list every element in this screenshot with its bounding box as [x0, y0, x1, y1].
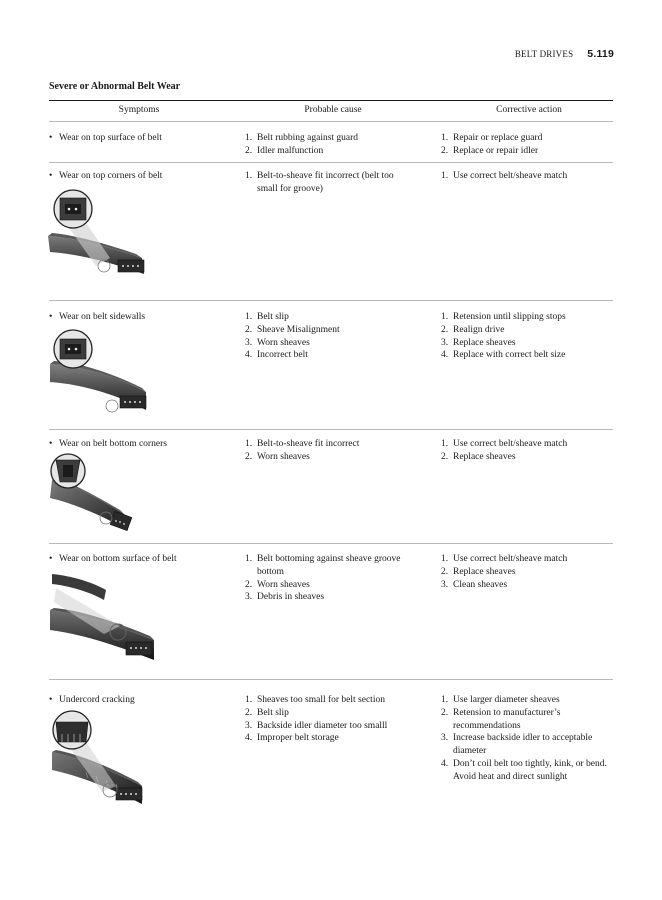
symptom-label: Wear on belt sidewalls: [59, 312, 146, 322]
list-text: Don’t coil belt too tightly, kink, or bend. Avoid heat and direct sunlight: [453, 758, 607, 782]
list-number: 4.: [245, 350, 253, 361]
list-number: 1.: [245, 133, 253, 143]
row-divider: [49, 679, 613, 680]
list-item: [245, 170, 395, 196]
list-text: Use correct belt/sheave match: [453, 439, 568, 449]
list-number: 2.: [245, 579, 253, 590]
list-text: Belt slip: [257, 707, 289, 718]
list-number: 4.: [441, 758, 449, 769]
bullet: •: [49, 312, 53, 322]
list-text: Sheaves too small for belt section: [257, 695, 385, 705]
list-text: Use larger diameter sheaves: [453, 695, 560, 705]
list-text: Retension to manufacturer’s recommendations: [453, 707, 561, 731]
list-item: [441, 579, 617, 592]
list-item: [441, 145, 617, 158]
list-text: Use correct belt/sheave match: [453, 554, 568, 564]
list-number: 2.: [441, 566, 449, 577]
symptom-label: Undercord cracking: [59, 695, 135, 705]
list-item: [441, 438, 617, 451]
list-number: 2.: [245, 451, 253, 462]
cause-list: [245, 170, 395, 196]
list-text: Belt-to-sheave fit incorrect (belt too small for groove): [257, 171, 394, 194]
table-top-rule: [49, 100, 613, 101]
row-divider: [49, 429, 613, 430]
list-number: 1.: [245, 439, 253, 449]
list-number: 3.: [245, 720, 253, 731]
column-header-cause: Probable cause: [304, 105, 362, 115]
list-item: [441, 707, 613, 733]
row-divider: [49, 543, 613, 544]
list-item: [441, 553, 617, 566]
list-item: [245, 438, 425, 451]
list-number: 1.: [245, 554, 253, 564]
table-row-symptom: [49, 694, 229, 707]
symptom-label: Wear on bottom surface of belt: [59, 554, 177, 564]
list-item: [245, 707, 425, 720]
list-item: [441, 132, 617, 145]
list-text: Belt-to-sheave fit incorrect: [257, 439, 360, 449]
list-item: [245, 324, 425, 337]
action-list: [441, 311, 617, 362]
list-item: [245, 311, 425, 324]
belt-sidewall-wear-illustration: [46, 328, 156, 420]
column-header-symptoms: Symptoms: [118, 105, 160, 115]
list-item: [441, 311, 617, 324]
list-number: 1.: [245, 171, 253, 181]
list-item: [245, 451, 425, 464]
symptom-label: Wear on top corners of belt: [59, 171, 163, 181]
list-number: 1.: [441, 133, 449, 143]
table-row-symptom: [49, 170, 229, 183]
bullet: •: [49, 695, 53, 705]
list-item: [441, 324, 617, 337]
section-title: Severe or Abnormal Belt Wear: [49, 81, 181, 92]
running-head-section: BELT DRIVES: [514, 49, 574, 59]
list-item: [245, 591, 405, 604]
list-item: [245, 694, 425, 707]
list-item: [441, 349, 617, 362]
list-text: Clean sheaves: [453, 579, 508, 590]
list-number: 2.: [245, 145, 253, 156]
list-text: Replace with correct belt size: [453, 350, 566, 361]
cause-list: [245, 553, 405, 604]
list-text: Worn sheaves: [257, 451, 310, 462]
list-text: Debris in sheaves: [257, 592, 325, 603]
list-item: [245, 145, 425, 158]
row-divider: [49, 300, 613, 301]
belt-top-corner-wear-illustration: [46, 188, 156, 283]
list-number: 3.: [441, 337, 449, 348]
header-divider: [49, 121, 613, 122]
list-number: 1.: [245, 695, 253, 705]
bullet: •: [49, 171, 53, 181]
table-row-symptom: [49, 311, 229, 324]
cause-list: [245, 311, 425, 362]
list-text: Idler malfunction: [257, 145, 324, 156]
list-number: 4.: [245, 733, 253, 744]
list-text: Belt bottoming against sheave groove bottom: [257, 554, 401, 577]
list-text: Worn sheaves: [257, 337, 310, 348]
list-item: [441, 337, 617, 350]
list-item: [245, 132, 425, 145]
list-text: Worn sheaves: [257, 579, 310, 590]
list-text: Replace sheaves: [453, 451, 516, 462]
list-item: [245, 349, 425, 362]
belt-bottom-surface-wear-illustration: [46, 568, 161, 664]
list-number: 3.: [441, 579, 449, 590]
list-text: Improper belt storage: [257, 733, 339, 744]
list-item: [441, 758, 613, 784]
list-number: 1.: [441, 171, 449, 181]
running-head: [515, 48, 614, 60]
list-number: 3.: [441, 733, 449, 744]
list-item: [441, 694, 613, 707]
page-number: 5.119: [587, 48, 614, 60]
column-header-action: Corrective action: [496, 105, 562, 115]
table-row-symptom: [49, 553, 229, 566]
list-item: [245, 720, 425, 733]
list-text: Backside idler diameter too smalll: [257, 720, 388, 731]
list-number: 1.: [245, 312, 253, 322]
bullet: •: [49, 133, 53, 143]
list-number: 3.: [245, 337, 253, 348]
action-list: [441, 170, 617, 183]
symptom-label: Wear on belt bottom corners: [59, 439, 167, 449]
row-divider: [49, 162, 613, 163]
list-number: 2.: [441, 324, 449, 335]
symptom-label: Wear on top surface of belt: [59, 133, 162, 143]
list-number: 2.: [245, 707, 253, 718]
list-number: 1.: [441, 695, 449, 705]
list-item: [245, 732, 425, 745]
list-number: 3.: [245, 592, 253, 603]
list-number: 4.: [441, 350, 449, 361]
list-text: Replace sheaves: [453, 566, 516, 577]
list-item: [441, 451, 617, 464]
list-item: [441, 566, 617, 579]
list-text: Replace or repair idler: [453, 145, 539, 156]
list-number: 1.: [441, 554, 449, 564]
list-item: [245, 553, 405, 579]
list-text: Sheave Misalignment: [257, 324, 340, 335]
table-row-symptom: [49, 438, 229, 451]
cause-list: [245, 132, 425, 158]
bullet: •: [49, 439, 53, 449]
action-list: [441, 694, 613, 784]
action-list: [441, 438, 617, 464]
list-text: Increase backside idler to acceptable diameter: [453, 733, 593, 757]
list-text: Replace sheaves: [453, 337, 516, 348]
list-text: Retension until slipping stops: [453, 312, 566, 322]
list-text: Realign drive: [453, 324, 505, 335]
table-row-symptom: [49, 132, 229, 145]
cause-list: [245, 438, 425, 464]
list-item: [441, 170, 617, 183]
list-number: 2.: [441, 145, 449, 156]
list-item: [441, 732, 613, 758]
list-text: Incorrect belt: [257, 350, 308, 361]
list-number: 2.: [245, 324, 253, 335]
list-item: [245, 579, 405, 592]
cause-list: [245, 694, 425, 745]
list-text: Use correct belt/sheave match: [453, 171, 568, 181]
list-number: 1.: [441, 312, 449, 322]
list-number: 2.: [441, 707, 449, 718]
list-number: 1.: [441, 439, 449, 449]
action-list: [441, 132, 617, 158]
list-text: Belt slip: [257, 312, 289, 322]
list-text: Repair or replace guard: [453, 133, 543, 143]
belt-undercord-cracking-illustration: [46, 708, 150, 808]
action-list: [441, 553, 617, 591]
list-item: [245, 337, 425, 350]
belt-bottom-corner-wear-illustration: [46, 452, 136, 534]
list-text: Belt rubbing against guard: [257, 133, 359, 143]
list-number: 2.: [441, 451, 449, 462]
bullet: •: [49, 554, 53, 564]
